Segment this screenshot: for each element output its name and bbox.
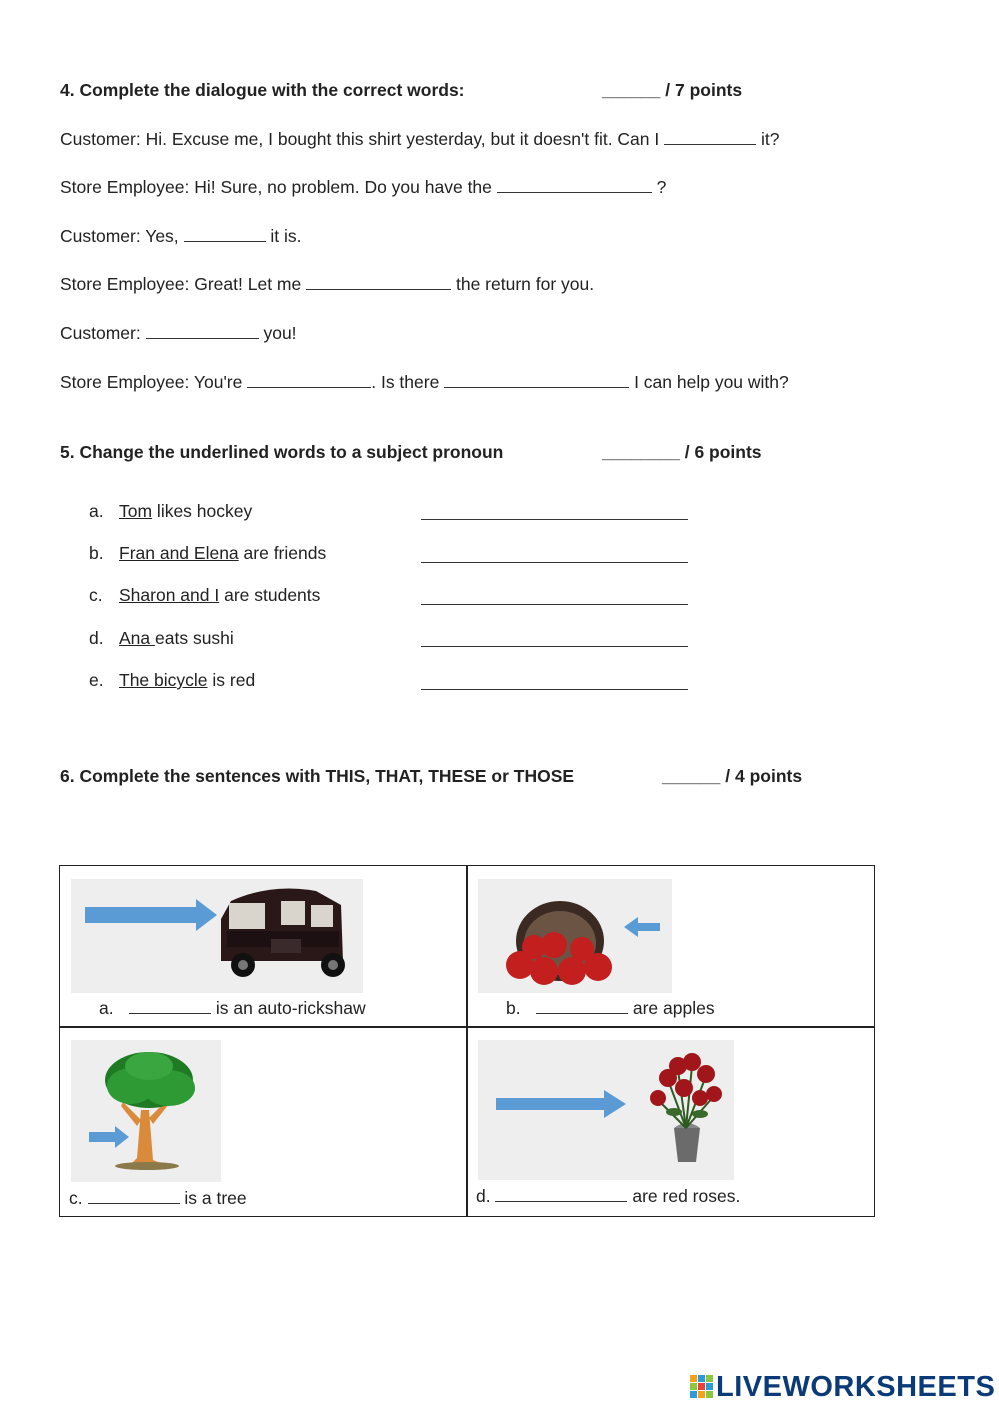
item-text: is an auto-rickshaw: [215, 998, 366, 1018]
table-divider: [466, 865, 468, 1217]
item-text: eats sushi: [155, 628, 234, 648]
dialogue-text: Store Employee: You're: [60, 372, 243, 392]
arrow-icon: [496, 1090, 626, 1118]
logo-text: LIVEWORKSHEETS: [716, 1371, 996, 1403]
section6-title: 6. Complete the sentences with THIS, THAT, THESE or THOSE: [60, 766, 575, 786]
item-text: is a tree: [184, 1188, 247, 1208]
answer-line-e[interactable]: [421, 689, 688, 690]
cell-d-sentence: [476, 1186, 740, 1207]
answer-blank[interactable]: [497, 177, 652, 193]
dialogue-text: Customer:: [60, 323, 141, 343]
pronoun-item-a: [89, 501, 252, 522]
dialogue-text: Store Employee: Hi! Sure, no problem. Do you have the: [60, 177, 492, 197]
section5-title: 5. Change the underlined words to a subject pronoun: [60, 442, 504, 462]
answer-line-d[interactable]: [421, 646, 688, 647]
pronoun-item-c: [89, 585, 320, 606]
pronoun-item-d: [89, 628, 234, 649]
cell-a-sentence: [99, 998, 366, 1019]
dialogue-text: Store Employee: Great! Let me: [60, 274, 302, 294]
dialogue-text: the return for you.: [455, 274, 595, 294]
dialogue-line-1: [60, 129, 779, 150]
item-letter: b.: [506, 998, 521, 1018]
item-text: likes hockey: [152, 501, 253, 521]
dialogue-line-2: [60, 177, 666, 198]
answer-blank[interactable]: [664, 129, 756, 145]
item-text: is red: [207, 670, 256, 690]
underlined-words: Ana: [119, 628, 155, 648]
roses-icon: [650, 1053, 722, 1162]
answer-blank[interactable]: [495, 1186, 627, 1202]
answer-line-c[interactable]: [421, 604, 688, 605]
answer-blank[interactable]: [536, 998, 628, 1014]
tree-icon: [105, 1052, 195, 1170]
item-letter: e.: [89, 670, 104, 690]
item-letter: a.: [89, 501, 104, 521]
item-letter: b.: [89, 543, 104, 563]
dialogue-text: . Is there: [371, 372, 440, 392]
pronoun-item-b: [89, 543, 326, 564]
arrow-icon: [85, 899, 217, 931]
section6-points: ______ / 4 points: [662, 766, 803, 786]
dialogue-text: it is.: [270, 226, 302, 246]
apples-image: [478, 879, 672, 993]
section4-title: 4. Complete the dialogue with the correct words:: [60, 80, 465, 100]
underlined-words: Fran and Elena: [119, 543, 239, 563]
item-letter: c.: [89, 585, 103, 605]
dialogue-text: I can help you with?: [634, 372, 789, 392]
item-letter: c.: [69, 1188, 83, 1208]
dialogue-text: it?: [761, 129, 780, 149]
tree-image: [71, 1040, 221, 1182]
section4-points: ______ / 7 points: [602, 80, 743, 100]
dialogue-text: you!: [263, 323, 297, 343]
item-text: are students: [219, 585, 321, 605]
dialogue-line-5: [60, 323, 297, 344]
dialogue-text: ?: [656, 177, 667, 197]
dialogue-text: Customer: Hi. Excuse me, I bought this shirt yesterday, but it doesn't fit. Can I: [60, 129, 660, 149]
underlined-words: Tom: [119, 501, 153, 521]
item-letter: d.: [89, 628, 104, 648]
cell-c-sentence: [69, 1188, 247, 1209]
pronoun-item-e: [89, 670, 255, 691]
answer-blank[interactable]: [129, 998, 211, 1014]
answer-blank[interactable]: [88, 1188, 180, 1204]
answer-blank[interactable]: [146, 323, 259, 339]
auto-rickshaw-image: [71, 879, 363, 993]
logo-blocks-icon: [690, 1375, 714, 1401]
answer-line-a[interactable]: [421, 519, 688, 520]
dialogue-line-3: [60, 226, 302, 247]
dialogue-text: Customer: Yes,: [60, 226, 179, 246]
dialogue-line-4: [60, 274, 594, 295]
item-letter: d.: [476, 1186, 491, 1206]
answer-blank[interactable]: [184, 226, 266, 242]
cell-b-sentence: [506, 998, 715, 1019]
answer-blank[interactable]: [306, 274, 451, 290]
item-text: are apples: [632, 998, 715, 1018]
dialogue-line-6: [60, 372, 789, 393]
arrow-icon: [624, 917, 660, 937]
roses-image: [478, 1040, 734, 1180]
arrow-icon: [89, 1126, 129, 1148]
answer-blank[interactable]: [247, 372, 371, 388]
answer-blank[interactable]: [444, 372, 629, 388]
underlined-words: The bicycle: [119, 670, 208, 690]
table-divider: [59, 1026, 875, 1028]
item-letter: a.: [99, 998, 114, 1018]
underlined-words: Sharon and I: [119, 585, 220, 605]
item-text: are friends: [238, 543, 327, 563]
item-text: are red roses.: [632, 1186, 741, 1206]
liveworksheets-logo: [690, 1371, 996, 1403]
section5-points: ________ / 6 points: [602, 442, 762, 462]
answer-line-b[interactable]: [421, 562, 688, 563]
rickshaw-icon: [221, 889, 345, 977]
